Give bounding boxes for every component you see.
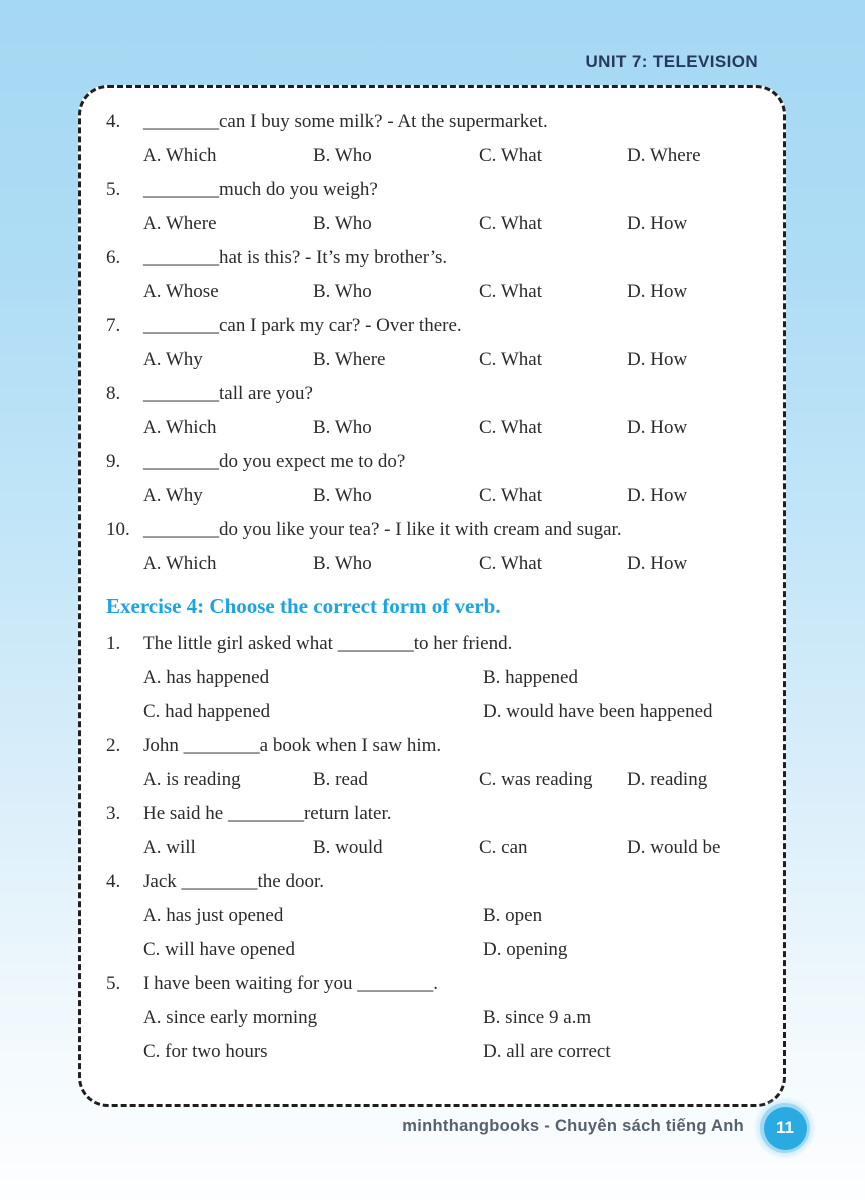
answer-option: A. will — [143, 837, 196, 858]
answer-option: B. Who — [313, 485, 372, 506]
question-line — [106, 241, 763, 275]
question-line — [106, 627, 763, 661]
question-number: 6. — [106, 247, 121, 268]
question-text: ________can I park my car? - Over there. — [143, 315, 462, 336]
answer-option: D. How — [627, 281, 688, 302]
options-row — [143, 479, 763, 513]
question-line — [106, 445, 763, 479]
options-row — [143, 831, 763, 865]
answer-option: A. Which — [143, 145, 217, 166]
question-number: 3. — [106, 803, 121, 824]
options-row — [143, 1001, 763, 1069]
answer-option: C. What — [479, 349, 542, 370]
answer-option: A. Why — [143, 485, 203, 506]
answer-option: B. Who — [313, 553, 372, 574]
answer-option: D. would have been happened — [483, 701, 713, 722]
answer-option: B. Where — [313, 349, 386, 370]
question-number: 9. — [106, 451, 121, 472]
question-line — [106, 967, 763, 1001]
answer-option: A. Which — [143, 553, 217, 574]
question-text: ________can I buy some milk? - At the supermarket. — [143, 111, 548, 132]
options-row — [143, 275, 763, 309]
question-text: The little girl asked what ________to her friend. — [143, 633, 513, 654]
question-list-continuation — [106, 105, 763, 581]
question-number: 7. — [106, 315, 121, 336]
answer-option: D. all are correct — [483, 1041, 611, 1062]
question-list-exercise4 — [106, 627, 763, 1069]
question-line — [106, 309, 763, 343]
answer-option: C. What — [479, 485, 542, 506]
answer-option: D. How — [627, 213, 688, 234]
page-number-badge: 11 — [764, 1107, 807, 1150]
answer-option: D. opening — [483, 939, 568, 960]
question-text: ________hat is this? - It’s my brother’s. — [143, 247, 448, 268]
answer-option: B. Who — [313, 417, 372, 438]
answer-option: B. since 9 a.m — [483, 1007, 592, 1028]
options-row — [143, 343, 763, 377]
answer-option: A. Why — [143, 349, 203, 370]
answer-option: A. has happened — [143, 667, 270, 688]
question-line — [106, 105, 763, 139]
answer-option: D. How — [627, 349, 688, 370]
answer-option: D. How — [627, 417, 688, 438]
question-text: ________tall are you? — [143, 383, 313, 404]
options-row — [143, 899, 763, 967]
question-line — [106, 865, 763, 899]
question-line — [106, 797, 763, 831]
footer-publisher-text: minhthangbooks - Chuyên sách tiếng Anh — [402, 1117, 744, 1135]
answer-option: B. Who — [313, 213, 372, 234]
question-number: 2. — [106, 735, 121, 756]
question-text: ________do you like your tea? - I like it with cream and sugar. — [143, 519, 622, 540]
answer-option: C. What — [479, 553, 542, 574]
unit-header-title: UNIT 7: TELEVISION — [585, 52, 758, 71]
answer-option: C. What — [479, 145, 542, 166]
question-line — [106, 513, 763, 547]
answer-option: C. will have opened — [143, 939, 295, 960]
answer-option: B. would — [313, 837, 383, 858]
options-row — [143, 411, 763, 445]
question-line — [106, 377, 763, 411]
answer-option: B. happened — [483, 667, 578, 688]
question-text: I have been waiting for you ________. — [143, 973, 438, 994]
answer-option: C. had happened — [143, 701, 271, 722]
answer-option: C. for two hours — [143, 1041, 268, 1062]
question-number: 1. — [106, 633, 121, 654]
answer-option: B. Who — [313, 281, 372, 302]
question-number: 5. — [106, 179, 121, 200]
options-row — [143, 661, 763, 729]
answer-option: C. What — [479, 213, 542, 234]
options-row — [143, 207, 763, 241]
answer-option: D. How — [627, 485, 688, 506]
question-line — [106, 173, 763, 207]
question-number: 8. — [106, 383, 121, 404]
answer-option: D. How — [627, 553, 688, 574]
question-text: ________do you expect me to do? — [143, 451, 406, 472]
question-number: 4. — [106, 111, 121, 132]
exercise4-heading: Exercise 4: Choose the correct form of verb. — [106, 594, 501, 618]
answer-option: A. Where — [143, 213, 217, 234]
page-number-badge-glow — [754, 1097, 816, 1159]
answer-option: C. What — [479, 417, 542, 438]
answer-option: A. Whose — [143, 281, 219, 302]
answer-option: B. Who — [313, 145, 372, 166]
question-text: He said he ________return later. — [143, 803, 392, 824]
answer-option: B. read — [313, 769, 368, 790]
question-number: 5. — [106, 973, 121, 994]
options-row — [143, 547, 763, 581]
question-number: 10. — [106, 519, 130, 540]
question-text: John ________a book when I saw him. — [143, 735, 442, 756]
answer-option: D. would be — [627, 837, 721, 858]
answer-option: A. since early morning — [143, 1007, 318, 1028]
options-row — [143, 139, 763, 173]
answer-option: A. has just opened — [143, 905, 284, 926]
dashed-content-box — [78, 85, 786, 1107]
answer-option: C. What — [479, 281, 542, 302]
answer-option: D. Where — [627, 145, 701, 166]
question-line — [106, 729, 763, 763]
answer-option: A. Which — [143, 417, 217, 438]
answer-option: C. was reading — [479, 769, 593, 790]
options-row — [143, 763, 763, 797]
answer-option: A. is reading — [143, 769, 241, 790]
question-text: Jack ________the door. — [143, 871, 325, 892]
question-number: 4. — [106, 871, 121, 892]
page-number-badge-ring — [760, 1103, 810, 1153]
answer-option: C. can — [479, 837, 528, 858]
answer-option: D. reading — [627, 769, 708, 790]
question-text: ________much do you weigh? — [143, 179, 378, 200]
answer-option: B. open — [483, 905, 543, 926]
